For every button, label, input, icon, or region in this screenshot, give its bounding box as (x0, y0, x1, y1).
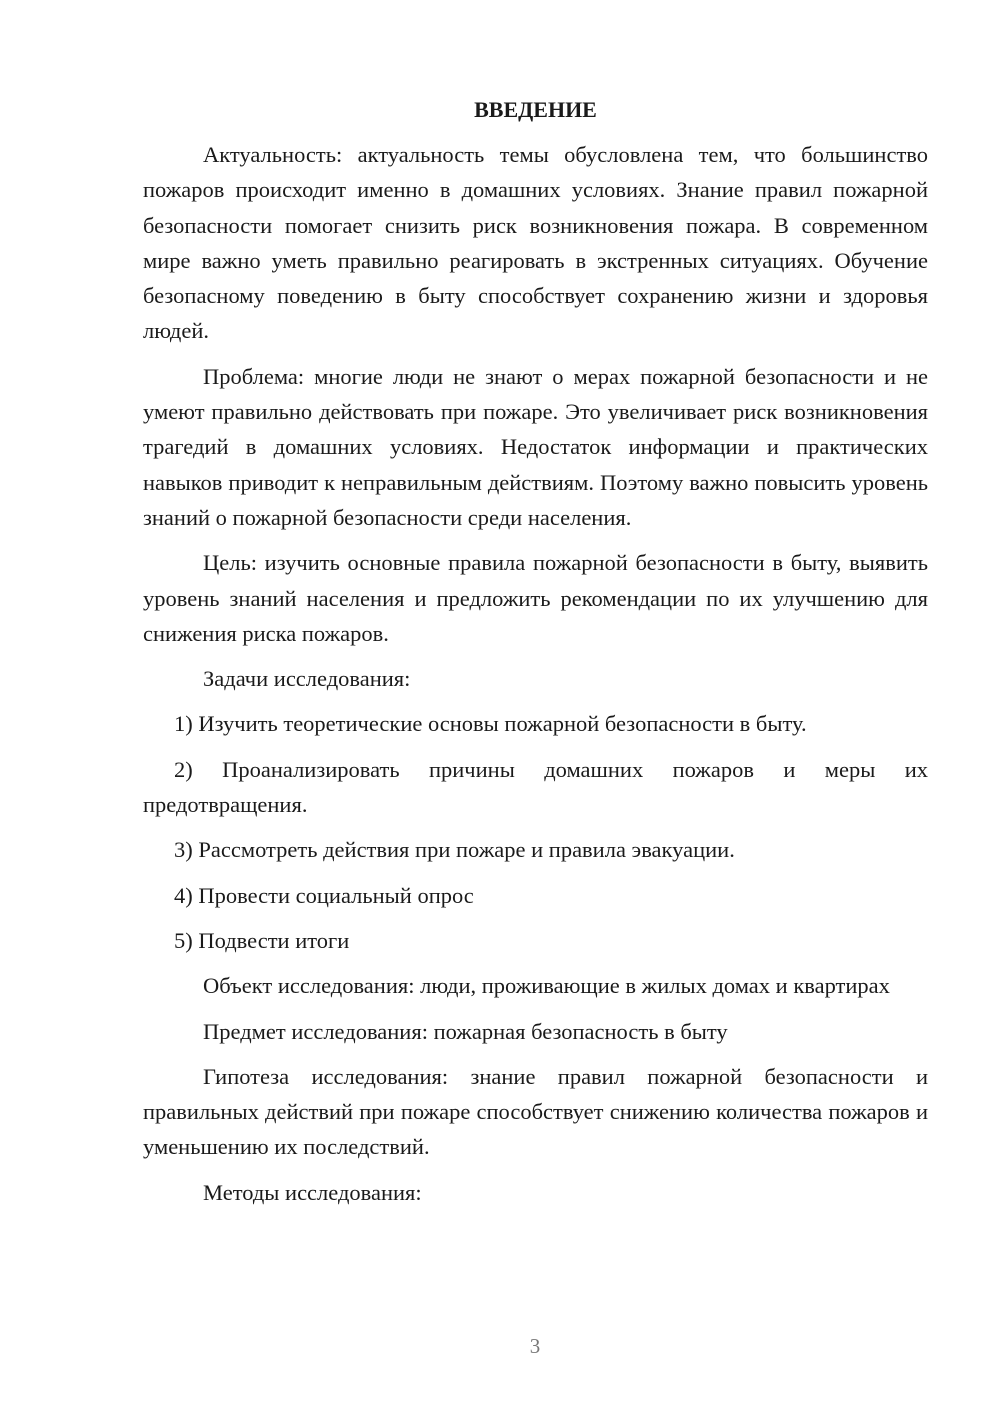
tasks-heading: Задачи исследования: (203, 666, 411, 692)
hypothesis-paragraph: Гипотеза исследования: знание правил пожарной безопасности и правильных действий при пожаре способствует снижению количества пожаров и уменьшению их последствий. (143, 1063, 928, 1160)
task-item-2: 2) Проанализировать причины домашних пожаров и меры их предотвращения. (143, 756, 928, 818)
page-number: 3 (529, 1334, 541, 1358)
problem-paragraph: Проблема: многие люди не знают о мерах пожарной безопасности и не умеют правильно действовать при пожаре. Это увеличивает риск возникновения трагедий в домашних условиях. Недостаток информации и практических навыков приводит к неправильным действиям. Поэтому важно повысить уровень знаний о пожарной безопасности среди населения. (143, 363, 928, 530)
subject-paragraph: Предмет исследования: пожарная безопасность в быту (203, 1018, 728, 1044)
section-title: ВВЕДЕНИЕ (474, 97, 597, 122)
task-item-3: 3) Рассмотреть действия при пожаре и правила эвакуации. (174, 837, 735, 863)
relevance-paragraph: Актуальность: актуальность темы обусловлена тем, что большинство пожаров происходит именно в домашних условиях. Знание правил пожарной безопасности помогает снизить риск возникновения пожара. В современном мире важно уметь правильно реагировать в экстренных ситуациях. Обучение безопасному поведению в быту способствует сохранению жизни и здоровья людей. (143, 142, 928, 344)
task-item-4: 4) Провести социальный опрос (174, 882, 474, 908)
goal-paragraph: Цель: изучить основные правила пожарной безопасности в быту, выявить уровень знаний населения и предложить рекомендации по их улучшению для снижения риска пожаров. (143, 550, 928, 646)
task-item-1: 1) Изучить теоретические основы пожарной безопасности в быту. (174, 711, 807, 737)
methods-heading: Методы исследования: (203, 1179, 422, 1205)
object-paragraph: Объект исследования: люди, проживающие в жилых домах и квартирах (203, 973, 890, 999)
document-page (143, 95, 928, 1220)
task-item-5: 5) Подвести итоги (174, 927, 350, 953)
